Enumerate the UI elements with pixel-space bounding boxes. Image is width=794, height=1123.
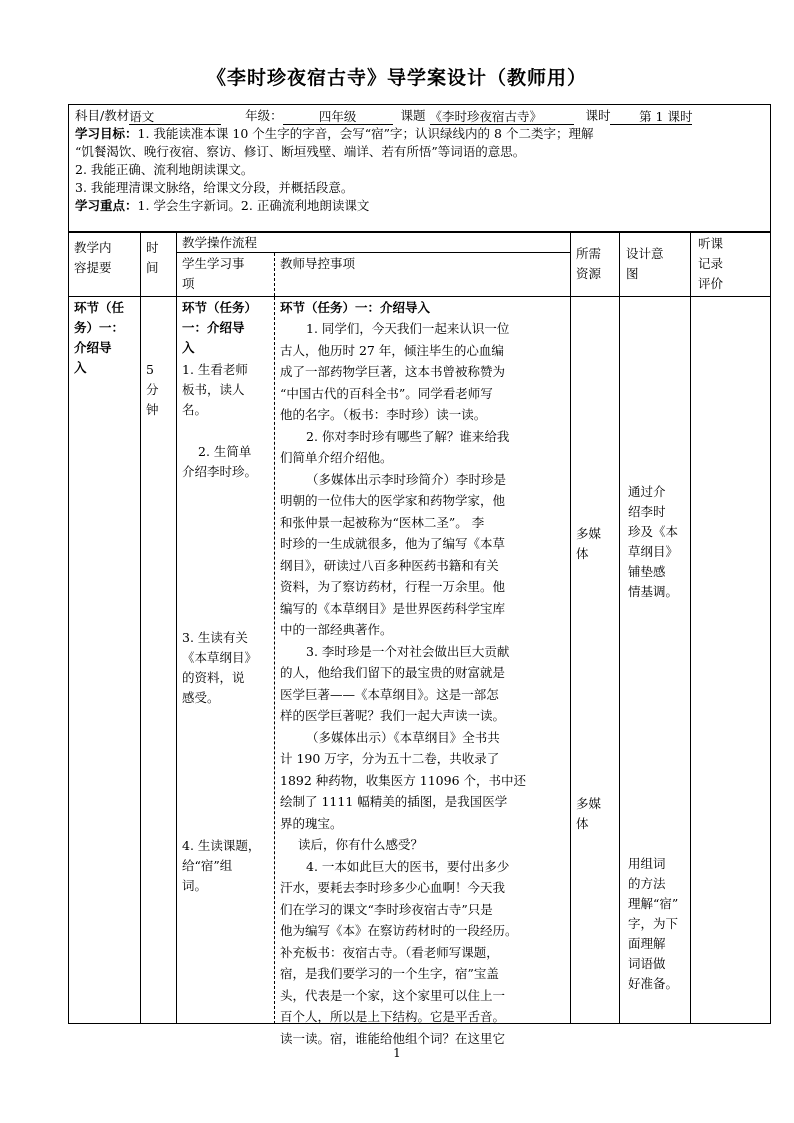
page-number: 1 [393,1046,401,1060]
time-value: 5 分 钟 [146,362,159,417]
document-title: 《李时珍夜宿古寺》导学案设计（教师用） [206,67,587,89]
teacher-text-line: 医学巨著——《本草纲目》。这是一部怎 [280,686,499,702]
teacher-text-line: “中国古代的百科全书”。同学看老师写 [280,385,493,401]
teacher-text-line: 4. 一本如此巨大的医书，要付出多少 [306,858,510,874]
student-step-4: 4. 生读课题， 给“宿”组 词。 [182,838,261,893]
teacher-section-title: 环节（任务）一：介绍导入 [280,300,431,315]
teacher-text-line: 2. 你对李时珍有哪些了解？谁来给我 [306,428,510,444]
header-content: 教学内 容提要 [74,240,112,275]
grade-label: 年级： [245,108,283,123]
teacher-text-line: 编写的《本草纲目》是世界医药科学宝库 [280,600,506,616]
lesson-value: 《李时珍夜宿古寺》 [430,108,574,125]
header-eval: 听课 记录 评价 [698,236,724,291]
student-section-title: 环节（任务） 一：介绍导 入 [182,300,258,355]
teacher-text-line: 宿，是我们要学习的一个生字，宿”宝盖 [280,966,499,981]
teacher-text-line: 1. 同学们，今天我们一起来认识一位 [306,321,510,336]
learning-focus: 学习重点：1. 学会生字新词。2. 正确流利地朗读课文 [75,198,370,213]
period-label: 课时 [585,108,611,123]
teacher-text-line: 百个人，所以是上下结构。它是平舌音。 [280,1009,506,1024]
student-step-3: 3. 生读有关 《本草纲目》 的资料，说 感受。 [182,630,258,705]
course-info-block [68,104,771,232]
learning-goal-1-cont: “饥餐渴饮、晚行夜宿、察访、修订、断垣残壁、端详、若有所悟”等词语的意思。 [75,144,526,159]
teacher-text-line: （多媒体出示李时珍简介）李时珍是 [306,471,507,487]
teacher-guidance [280,318,570,1049]
teacher-text-line: 头，代表是一个家，这个家里可以住上一 [280,987,506,1003]
teacher-text-line: （多媒体出示）《本草纲目》全书共 [306,729,500,745]
design-intent-2: 用组词 的方法 理解“宿” 字，为下 面理解 词语做 好准备。 [628,856,679,991]
period-value: 第 1 课时 [610,108,692,125]
subject-value: 语文 [129,108,221,125]
teacher-text-line: 时珍的一生成就很多，他为了编写《本草 [280,536,506,551]
subject-label: 科目/教材 [75,108,130,123]
lesson-table [68,232,771,1046]
teacher-text-line: 读后，你有什么感受？ [298,837,424,852]
header-flow: 教学操作流程 [182,235,258,250]
teacher-text-line: 界的瑰宝。 [280,815,343,831]
teacher-text-line: 3. 李时珍是一个对社会做出巨大贡献 [306,643,510,659]
learning-goal-1: 学习目标：1. 我能读准本课 10 个生字的字音，会写“宿”字；认识绿线内的 8 个二类字；理解 [75,126,594,141]
teacher-text-line: 资料，为了察访药材，行程一万余里。他 [280,579,506,594]
teacher-text-line: 补充板书：夜宿古寺。（看老师写课题， [280,944,499,960]
teacher-text-line: 他为编写《本》在察访药材时的一段经历。 [280,923,518,938]
teacher-text-line: 纲目》，研读过八百多种医药书籍和有关 [280,557,499,573]
teacher-text-line: 的人，他给我们留下的最宝贵的财富就是 [280,665,506,680]
course-meta-row [75,107,764,125]
design-intent-1: 通过介 绍李时 珍及《本 草纲目》 铺垫感 情基调。 [628,484,679,599]
teacher-text-line: 样的医学巨著呢？我们一起大声读一读。 [280,708,506,723]
teacher-text-line: 1892 种药物，收集医方 11096 个，书中还 [280,772,526,788]
teacher-text-line: 们简单介绍介绍他。 [280,450,393,465]
header-teacher: 教师导控事项 [280,256,356,271]
teacher-text-line: 计 190 万字，分为五十二卷，共收录了 [280,751,500,766]
student-step-2: 2. 生简单 介绍李时珍。 [182,444,258,479]
header-time: 时 间 [146,240,159,275]
teacher-text-line: 古人，他历时 27 年，倾注毕生的心血编 [280,342,504,358]
teacher-text-line: 成了一部药物学巨著，这本书曾被称赞为 [280,364,506,379]
teacher-text-line: 绘制了 1111 幅精美的插图，是我国医学 [280,794,508,809]
header-design: 设计意 图 [626,246,664,281]
teacher-text-line: 们在学习的课文“李时珍夜宿古寺”只是 [280,901,493,917]
teacher-text-line: 明朝的一位伟大的医学家和药物学家，他 [280,493,506,508]
grade-value: 四年级 [283,108,393,125]
teacher-text-line: 汗水，要耗去李时珍多少心血啊！今天我 [280,880,506,895]
teacher-text-line: 中的一部经典著作。 [280,622,393,637]
resource-multimedia-2: 多媒 体 [576,796,602,831]
teacher-text-line: 读一读。宿，谁能给他组个词？在这里它 [280,1030,506,1046]
resource-multimedia-1: 多媒 体 [576,526,602,561]
learning-goal-2: 2. 我能正确、流利地朗读课文。 [75,162,254,177]
lesson-label: 课题 [400,108,426,123]
student-step-1: 1. 生看老师 板书，读人 名。 [182,362,248,417]
teacher-text-line: 他的名字。（板书：李时珍）读一读。 [280,407,487,422]
header-student: 学生学习事 项 [182,256,245,291]
header-resources: 所需 资源 [576,246,602,281]
content-summary: 环节（任 务）一： 介绍导 入 [74,300,125,375]
learning-goal-3: 3. 我能理清课文脉络，给课文分段，并概括段意。 [75,180,354,195]
teacher-text-line: 和张仲景一起被称为“医林二圣”。 李 [280,514,485,530]
